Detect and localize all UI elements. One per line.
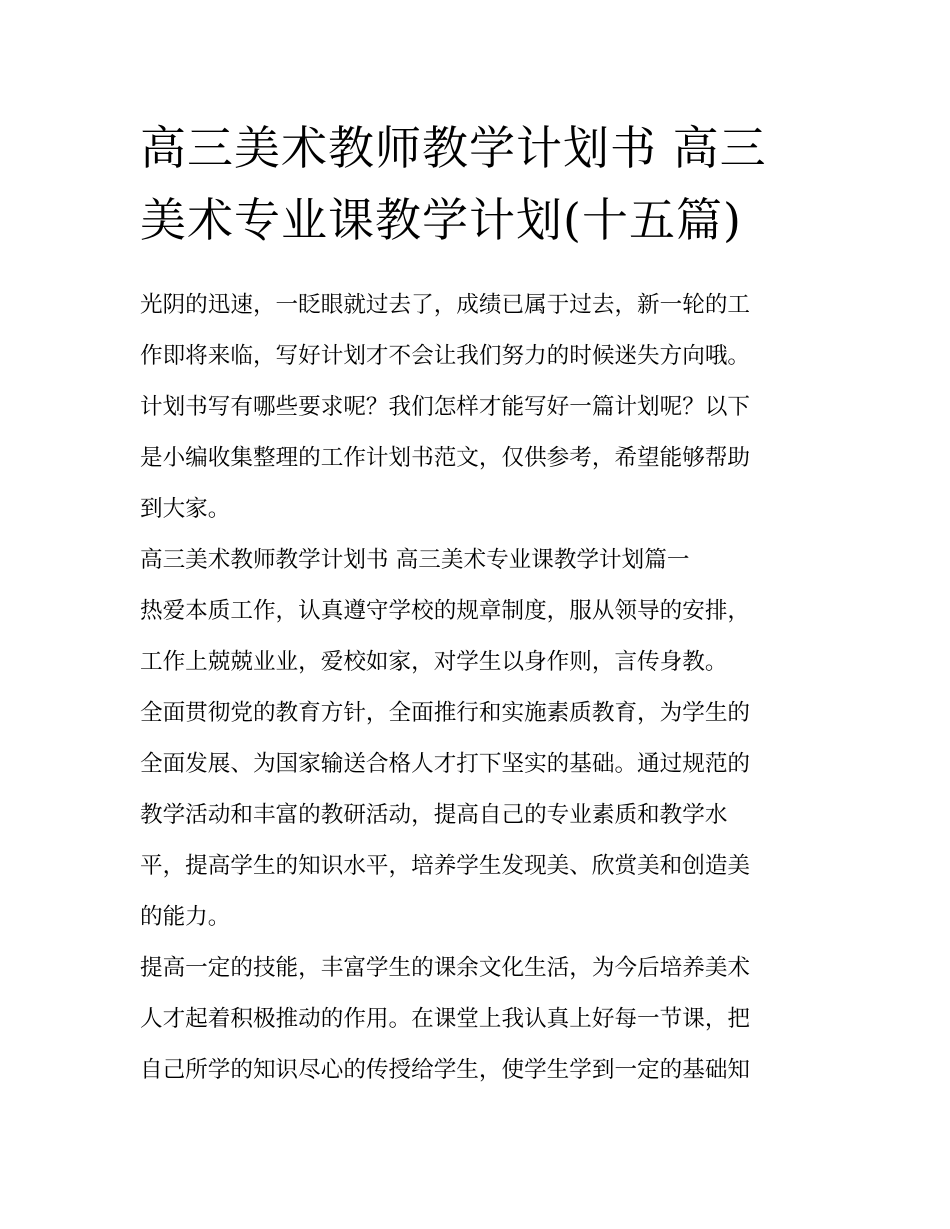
document-body [140,280,830,1096]
body-line: 热爱本质工作，认真遵守学校的规章制度，服从领导的安排， [140,598,751,624]
body-line: 光阴的迅速，一眨眼就过去了，成绩已属于过去，新一轮的工 [140,292,751,318]
body-line: 教学活动和丰富的教研活动，提高自己的专业素质和教学水 [140,802,728,828]
body-line: 作即将来临，写好计划才不会让我们努力的时候迷失方向哦。 [140,343,751,369]
body-line: 是小编收集整理的工作计划书范文，仅供参考，希望能够帮助 [140,445,751,471]
title-line: 美术专业课教学计划(十五篇) [140,193,742,247]
section-heading: 高三美术教师教学计划书 高三美术专业课教学计划篇一 [140,547,690,573]
body-line: 全面贯彻党的教育方针，全面推行和实施素质教育，为学生的 [140,700,751,726]
document-title [140,112,840,256]
body-line: 自己所学的知识尽心的传授给学生，使学生学到一定的基础知 [140,1057,751,1083]
body-line: 到大家。 [140,496,231,522]
body-line: 人才起着积极推动的作用。在课堂上我认真上好每一节课，把 [140,1006,751,1032]
body-line: 平，提高学生的知识水平，培养学生发现美、欣赏美和创造美 [140,853,751,879]
body-line: 提高一定的技能，丰富学生的课余文化生活，为今后培养美术 [140,955,751,981]
body-line: 的能力。 [140,904,231,930]
title-line: 高三美术教师教学计划书 高三 [140,121,767,175]
body-line: 计划书写有哪些要求呢？我们怎样才能写好一篇计划呢？以下 [140,394,751,420]
body-line: 全面发展、为国家输送合格人才打下坚实的基础。通过规范的 [140,751,751,777]
body-line: 工作上兢兢业业，爱校如家，对学生以身作则，言传身教。 [140,649,728,675]
